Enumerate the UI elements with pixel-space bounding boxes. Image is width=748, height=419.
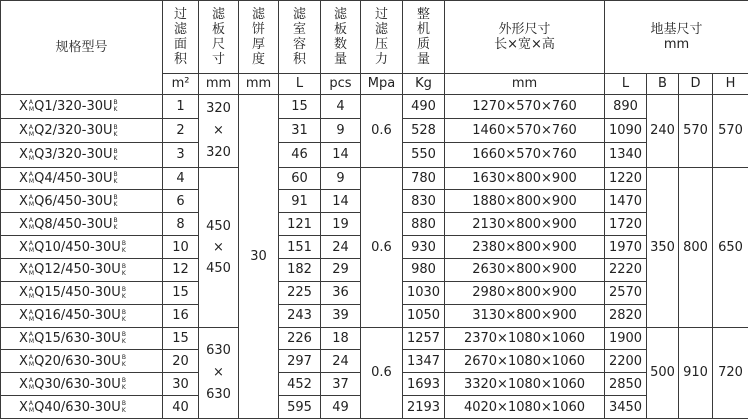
cell-foundation-l: 2820 [605, 304, 647, 327]
cell-weight: 1257 [403, 327, 445, 350]
cell-chamber-volume: 182 [279, 258, 321, 281]
header-cake-thickness-char: 滤 [251, 6, 265, 22]
cell-weight: 528 [403, 118, 445, 142]
cell-foundation-l: 890 [605, 94, 647, 118]
model-code: Q15/630-30U [34, 330, 121, 346]
header-plate-count [321, 1, 361, 74]
model-prefix-marks: A M [28, 331, 35, 346]
cell-weight: 980 [403, 258, 445, 281]
header-model: 规格型号 [1, 1, 163, 95]
cell-cake-thickness: 30 [239, 94, 279, 418]
cell-area: 3 [163, 143, 199, 167]
cell-chamber-volume: 225 [279, 281, 321, 304]
plate-size-part: 630 [206, 342, 231, 358]
model-prefix-marks: A M [28, 99, 35, 114]
plate-size-part: × [213, 364, 224, 380]
header-plate-size-char: 滤 [211, 6, 225, 22]
cell-model [1, 213, 163, 236]
unit-chamber: L [279, 73, 321, 94]
cell-weight: 830 [403, 190, 445, 213]
cell-plate-count: 37 [321, 373, 361, 396]
cell-pressure: 0.6 [361, 94, 403, 167]
cell-foundation-l: 3450 [605, 396, 647, 419]
header-foundation-title: 地基尺寸 [650, 21, 703, 37]
cell-foundation-b: 500 [647, 327, 679, 418]
cell-area: 40 [163, 396, 199, 419]
header-plate-size-char: 寸 [211, 51, 225, 67]
cell-chamber-volume: 31 [279, 118, 321, 142]
cell-foundation-l: 1720 [605, 213, 647, 236]
cell-model [1, 118, 163, 142]
cell-dimensions: 1630×800×900 [445, 167, 605, 190]
header-weight-char: 量 [416, 51, 430, 67]
cell-model [1, 304, 163, 327]
header-cake-thickness-char: 度 [251, 51, 265, 67]
cell-weight: 1050 [403, 304, 445, 327]
cell-model [1, 167, 163, 190]
cell-plate-size [199, 167, 239, 327]
model-suffix-marks: B K [121, 331, 126, 346]
cell-dimensions: 2130×800×900 [445, 213, 605, 236]
cell-model [1, 236, 163, 259]
cell-model [1, 396, 163, 419]
cell-area: 20 [163, 350, 199, 373]
cell-foundation-l: 1090 [605, 118, 647, 142]
model-prefix-marks: A M [28, 400, 35, 415]
cell-foundation-d: 800 [679, 167, 713, 327]
cell-weight: 1347 [403, 350, 445, 373]
model-suffix-marks: B K [121, 400, 126, 415]
model-prefix: X [19, 353, 28, 369]
model-prefix-marks: A M [28, 240, 35, 254]
header-plate-size-char: 尺 [211, 36, 225, 52]
model-prefix: X [19, 399, 28, 415]
cell-plate-count: 18 [321, 327, 361, 350]
model-prefix: X [19, 216, 28, 232]
model-code: Q16/450-30U [34, 308, 121, 324]
cell-foundation-h: 720 [713, 327, 748, 418]
model-prefix-marks: A M [28, 377, 35, 392]
unit-foundation-b: B [647, 73, 679, 94]
cell-model [1, 94, 163, 118]
model-suffix-marks: B K [121, 240, 126, 254]
cell-weight: 1693 [403, 373, 445, 396]
model-prefix-marks: A M [28, 194, 35, 209]
unit-weight: Kg [403, 73, 445, 94]
unit-foundation-l: L [605, 73, 647, 94]
header-weight-char: 整 [416, 6, 430, 22]
model-prefix: X [19, 376, 28, 392]
cell-foundation-l: 1220 [605, 167, 647, 190]
cell-chamber-volume: 46 [279, 143, 321, 167]
model-prefix: X [19, 123, 28, 139]
header-weight-char: 质 [416, 36, 430, 52]
cell-area: 15 [163, 327, 199, 350]
cell-chamber-volume: 60 [279, 167, 321, 190]
cell-plate-size [199, 327, 239, 418]
model-prefix-marks: A M [28, 147, 35, 162]
model-code: Q6/450-30U [34, 193, 113, 209]
unit-area: m² [163, 73, 199, 94]
cell-dimensions: 2980×800×900 [445, 281, 605, 304]
model-prefix: X [19, 239, 28, 255]
model-code: Q1/320-30U [34, 98, 113, 114]
cell-pressure: 0.6 [361, 167, 403, 327]
header-area-char: 积 [173, 51, 187, 67]
cell-dimensions: 3320×1080×1060 [445, 373, 605, 396]
model-prefix-marks: A M [28, 217, 35, 232]
cell-chamber-volume: 595 [279, 396, 321, 419]
model-code: Q2/320-30U [34, 123, 113, 139]
model-code: Q15/450-30U [34, 285, 121, 301]
cell-chamber-volume: 151 [279, 236, 321, 259]
unit-pressure: Mpa [361, 73, 403, 94]
cell-weight: 1030 [403, 281, 445, 304]
cell-plate-count: 36 [321, 281, 361, 304]
header-dimensions-title: 外形尺寸 [498, 21, 551, 37]
cell-area: 12 [163, 258, 199, 281]
header-plate-count-char: 板 [333, 21, 347, 37]
cell-dimensions: 2370×1080×1060 [445, 327, 605, 350]
cell-foundation-l: 1470 [605, 190, 647, 213]
cell-weight: 2193 [403, 396, 445, 419]
cell-dimensions: 4020×1080×1060 [445, 396, 605, 419]
plate-size-part: × [213, 122, 224, 138]
model-prefix: X [19, 330, 28, 346]
header-pressure-char: 过 [374, 6, 388, 22]
header-plate-count-char: 数 [333, 36, 347, 52]
header-pressure-char: 压 [374, 36, 388, 52]
cell-plate-size [199, 94, 239, 167]
model-code: Q4/450-30U [34, 170, 113, 186]
model-code: Q8/450-30U [34, 216, 113, 232]
cell-chamber-volume: 243 [279, 304, 321, 327]
cell-model [1, 327, 163, 350]
unit-cake: mm [239, 73, 279, 94]
cell-plate-count: 24 [321, 350, 361, 373]
model-prefix: X [19, 285, 28, 301]
header-chamber-volume-char: 滤 [292, 6, 306, 22]
cell-model [1, 190, 163, 213]
cell-dimensions: 1660×570×760 [445, 143, 605, 167]
model-suffix-marks: B K [121, 354, 126, 369]
header-foundation-unit: mm [663, 36, 690, 52]
cell-weight: 780 [403, 167, 445, 190]
header-cake-thickness [239, 1, 279, 74]
model-suffix-marks: B K [121, 262, 126, 277]
header-chamber-volume-char: 积 [292, 51, 306, 67]
cell-weight: 880 [403, 213, 445, 236]
model-suffix-marks: B K [121, 308, 126, 323]
header-area-char: 滤 [173, 21, 187, 37]
header-plate-size [199, 1, 239, 74]
header-chamber-volume-char: 室 [292, 21, 306, 37]
model-prefix-marks: A M [28, 354, 35, 369]
cell-foundation-l: 1900 [605, 327, 647, 350]
model-suffix-marks: B K [113, 123, 118, 138]
cell-weight: 930 [403, 236, 445, 259]
header-pressure [361, 1, 403, 74]
model-prefix-marks: A M [28, 262, 35, 277]
header-area-char: 过 [173, 6, 187, 22]
cell-area: 4 [163, 167, 199, 190]
cell-plate-count: 24 [321, 236, 361, 259]
cell-area: 16 [163, 304, 199, 327]
header-row [1, 1, 748, 74]
plate-size-part: 320 [206, 144, 231, 160]
table-row [1, 94, 748, 118]
model-suffix-marks: B K [113, 217, 118, 232]
header-weight-char: 机 [416, 21, 430, 37]
header-foundation [605, 1, 748, 74]
cell-plate-count: 14 [321, 143, 361, 167]
cell-plate-count: 4 [321, 94, 361, 118]
model-code: Q12/450-30U [34, 262, 121, 278]
cell-foundation-l: 2850 [605, 373, 647, 396]
header-pressure-char: 力 [374, 51, 388, 67]
table-body [1, 1, 748, 419]
cell-area: 10 [163, 236, 199, 259]
cell-model [1, 373, 163, 396]
unit-plates: pcs [321, 73, 361, 94]
model-prefix: X [19, 147, 28, 163]
cell-foundation-l: 1970 [605, 236, 647, 259]
cell-foundation-l: 2570 [605, 281, 647, 304]
unit-plate_size: mm [199, 73, 239, 94]
model-suffix-marks: B K [113, 171, 118, 186]
cell-chamber-volume: 121 [279, 213, 321, 236]
model-suffix-marks: B K [113, 194, 118, 209]
cell-weight: 490 [403, 94, 445, 118]
header-dimensions [445, 1, 605, 74]
model-code: Q20/630-30U [34, 353, 121, 369]
cell-foundation-h: 570 [713, 94, 748, 167]
cell-plate-count: 29 [321, 258, 361, 281]
header-plate-count-char: 滤 [333, 6, 347, 22]
model-suffix-marks: B K [121, 377, 126, 392]
plate-size-part: 320 [206, 100, 231, 116]
model-code: Q10/450-30U [34, 239, 121, 255]
cell-weight: 550 [403, 143, 445, 167]
model-suffix-marks: B K [113, 99, 118, 114]
header-pressure-char: 滤 [374, 21, 388, 37]
cell-foundation-l: 2200 [605, 350, 647, 373]
cell-chamber-volume: 297 [279, 350, 321, 373]
cell-foundation-h: 650 [713, 167, 748, 327]
table-row [1, 327, 748, 350]
model-suffix-marks: B K [121, 285, 126, 300]
cell-dimensions: 1460×570×760 [445, 118, 605, 142]
cell-plate-count: 14 [321, 190, 361, 213]
table-row [1, 167, 748, 190]
model-prefix: X [19, 98, 28, 114]
header-area [163, 1, 199, 74]
cell-foundation-l: 1340 [605, 143, 647, 167]
cell-foundation-b: 240 [647, 94, 679, 167]
model-code: Q30/630-30U [34, 376, 121, 392]
model-prefix-marks: A M [28, 171, 35, 186]
cell-model [1, 258, 163, 281]
cell-foundation-b: 350 [647, 167, 679, 327]
model-prefix: X [19, 193, 28, 209]
cell-model [1, 350, 163, 373]
cell-plate-count: 49 [321, 396, 361, 419]
cell-model [1, 281, 163, 304]
cell-dimensions: 2630×800×900 [445, 258, 605, 281]
header-weight [403, 1, 445, 74]
model-code: Q40/630-30U [34, 399, 121, 415]
model-prefix: X [19, 308, 28, 324]
header-dimensions-subtitle: 长×宽×高 [494, 36, 555, 52]
model-suffix-marks: B K [113, 147, 118, 162]
model-code: Q3/320-30U [34, 147, 113, 163]
cell-chamber-volume: 91 [279, 190, 321, 213]
plate-size-part: 450 [206, 260, 231, 276]
cell-area: 1 [163, 94, 199, 118]
cell-dimensions: 3130×800×900 [445, 304, 605, 327]
header-area-char: 面 [173, 36, 187, 52]
model-prefix: X [19, 170, 28, 186]
header-chamber-volume [279, 1, 321, 74]
cell-area: 8 [163, 213, 199, 236]
model-prefix-marks: A M [28, 123, 35, 138]
cell-area: 6 [163, 190, 199, 213]
unit-foundation-d: D [679, 73, 713, 94]
cell-pressure: 0.6 [361, 327, 403, 418]
unit-dims: mm [445, 73, 605, 94]
header-chamber-volume-char: 容 [292, 36, 306, 52]
cell-plate-count: 39 [321, 304, 361, 327]
cell-chamber-volume: 226 [279, 327, 321, 350]
cell-dimensions: 1880×800×900 [445, 190, 605, 213]
cell-area: 15 [163, 281, 199, 304]
cell-plate-count: 9 [321, 118, 361, 142]
plate-size-part: 450 [206, 218, 231, 234]
cell-area: 2 [163, 118, 199, 142]
cell-area: 30 [163, 373, 199, 396]
model-prefix-marks: A M [28, 285, 35, 300]
model-prefix: X [19, 262, 28, 278]
header-cake-thickness-char: 饼 [251, 21, 265, 37]
plate-size-part: 630 [206, 386, 231, 402]
cell-foundation-d: 570 [679, 94, 713, 167]
plate-size-part: × [213, 239, 224, 255]
model-prefix-marks: A M [28, 308, 35, 323]
cell-plate-count: 9 [321, 167, 361, 190]
cell-chamber-volume: 452 [279, 373, 321, 396]
cell-plate-count: 19 [321, 213, 361, 236]
unit-foundation-h: H [713, 73, 748, 94]
cell-dimensions: 2380×800×900 [445, 236, 605, 259]
cell-dimensions: 2670×1080×1060 [445, 350, 605, 373]
cell-foundation-d: 910 [679, 327, 713, 418]
header-plate-size-char: 板 [211, 21, 225, 37]
header-plate-count-char: 量 [333, 51, 347, 67]
cell-chamber-volume: 15 [279, 94, 321, 118]
cell-dimensions: 1270×570×760 [445, 94, 605, 118]
cell-foundation-l: 2220 [605, 258, 647, 281]
header-cake-thickness-char: 厚 [251, 36, 265, 52]
cell-model [1, 143, 163, 167]
